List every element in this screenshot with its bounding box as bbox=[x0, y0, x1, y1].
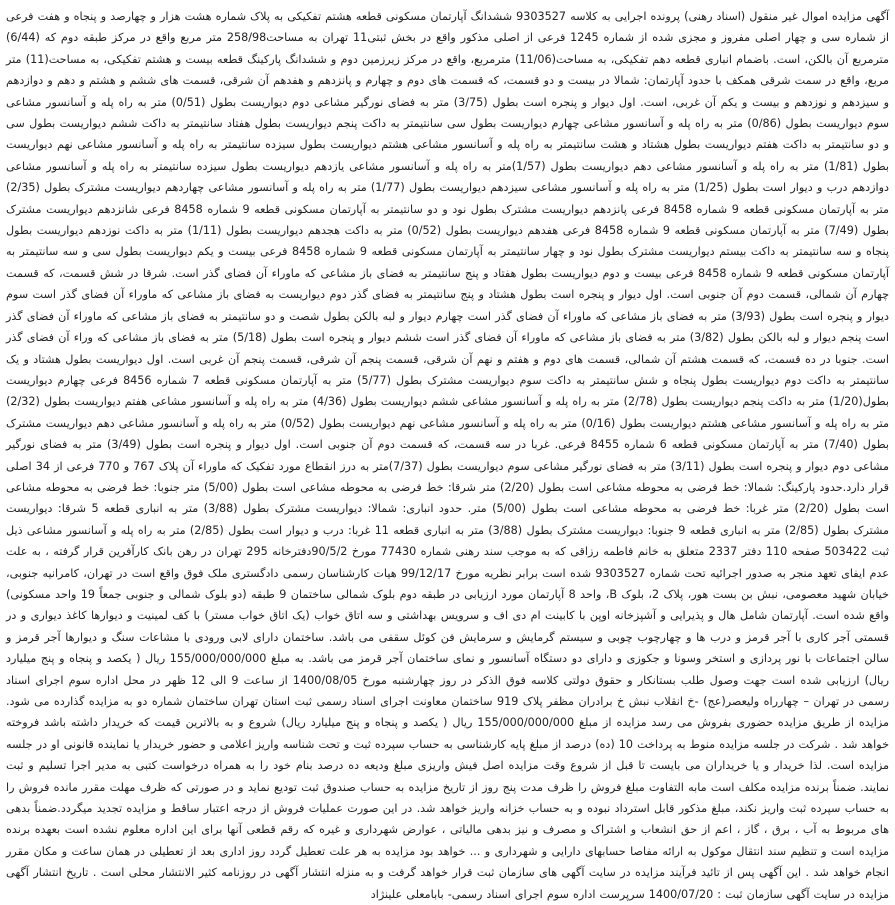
auction-notice-text: آگهی مزایده اموال غیر منقول (اسناد رهنی) پرونده اجرایی به کلاسه 9303527 ششدانگ آپارتمان مسکونی قطعه هشتم تفکیکی به پلاک شماره هشت هزار و چهارصد و پنجاه و هفت فرعی از شماره سی و چهار اصلی مفروز و مجزی شده از شماره 1245 فرعی از اصلی مذکور واقع در بخش ثبتی11 تهران به مساحت258/98 متر مربع واقع در مرکز طبقه دوم که (6/44) مترمربع آن بالکن، است. باضمام انباری قطعه دهم تفکیکی، به مساحت(11/06) مترمربع، واقع در مرکز زیرزمین دوم و ششدانگ پارکینگ قطعه بیست و هشتم تفکیکی، به مساحت(11) متر مربع، واقع در سمت شرقی همکف با حدود آپارتمان: شمالا در بیست و دو قسمت، که قسمت های دوم و چهارم و پانزدهم و هفدهم آن شرقی، قسمت های ششم و هشتم و دهم و دوازدهم و سیزدهم و نوزدهم و بیست و یکم آن غربی، است. اول دیوار و پنجره است بطول (3/75) متر به فضای نورگیر مشاعی دوم دیواریست بطول (0/51) متر به راه پله و آسانسور مشاعی سوم دیواریست بطول (0/86) متر به راه پله و آسانسور مشاعی چهارم دیواریست بطول سی سانتیمتر به داکت پنجم دیواریست بطول هفتاد سانتیمتر به داکت ششم دیواریست بطول سی و دو سانتیمتر به داکت هفتم دیواریست بطول هشتاد و هشت سانتیمتر به راه پله و آسانسور مشاعی هشتم دیواریست بطول سیزده سانتیمتر به راه پله و آسانسور مشاعی نهم دیواریست بطول (1/81) متر به راه پله و آسانسور مشاعی دهم دیواریست بطول (1/57)متر به راه پله و آسانسور مشاعی یازدهم دیواریست بطول سیزده سانتیمتر به راه پله و آسانسور مشاعی دوازدهم درب و دیوار است بطول (1/25) متر به راه پله و آسانسور مشاعی سیزدهم دیواریست بطول (1/77) متر به راه پله و آسانسور مشاعی چهاردهم دیواریست مشترک بطول (2/35) متر به آپارتمان مسکونی قطعه 9 شماره 8458 فرعی پانزدهم دیواریست مشترک بطول نود و دو سانتیمتر به آپارتمان مسکونی قطعه 9 شماره 8458 فرعی شانزدهم دیواریست مشترک بطول (7/49) متر به آپارتمان مسکونی قطعه 9 شماره 8458 فرعی هفدهم دیواریست بطول (0/52) متر به داکت هجدهم دیواریست بطول (1/11) متر به داکت نوزدهم دیواریست بطول پنجاه و سه سانتیمتر به داکت بیستم دیواریست مشترک بطول نود و چهار سانتیمتر به آپارتمان مسکونی قطعه 9 شماره 8458 فرعی بیست و یکم دیواریست بطول سی و سه سانتیمتر به آپارتمان مسکونی قطعه 9 شماره 8458 فرعی بیست و دوم دیواریست بطول هفتاد و پنج سانتیمتر به فضای باز مشاعی که ماوراء آن فضای گذر است. شرقا در شش قسمت، که قسمت چهارم آن شمالی، قسمت دوم آن جنوبی است. اول دیوار و پنجره است بطول هشتاد و پنج سانتیمتر به فضای گذر دوم دیواریست به فضای باز مشاعی که ماوراء آن فضای گذر است سوم دیوار و پنجره است بطول (3/93) متر به فضای باز مشاعی که ماوراء آن فضای گذر است چهارم دیوار و لبه بالکن بطول شصت و دو سانتیمتر به فضای باز مشاعی که ماوراء آن فضای گذر است پنجم دیوار و لبه بالکن بطول (3/82) متر به فضای باز مشاعی که ماوراء آن فضای گذر است ششم دیوار و پنجره است بطول (5/18) متر به فضای باز مشاعی که وراء آن فضای گذر است. جنوبا در ده قسمت، که قسمت هشتم آن شمالی، قسمت های دوم و هفتم و نهم آن شرقی، قسمت پنجم آن شرقی، قسمت پنجم آن غربی است. اول دیواریست بطول هشتاد و یک سانتیمتر به داکت دوم دیواریست بطول پنجاه و شش سانتیمتر به داکت سوم دیواریست مشترک بطول (5/77) متر به آپارتمان مسکونی قطعه 7 شماره 8456 فرعی چهارم دیواریست بطول(1/20) متر به داکت پنجم دیواریست بطول (2/78) متر به راه پله و آسانسور مشاعی ششم دیواریست بطول (4/36) متر به راه پله و آسانسور مشاعی هفتم دیواریست بطول (2/32) متر به راه پله و آسانسور مشاعی هشتم دیواریست بطول (0/16) متر به راه پله و آسانسور مشاعی نهم دیواریست بطول (0/52) متر به راه پله و آسانسور مشاعی دهم دیواریست مشترک بطول (7/40) متر به آپارتمان مسکونی قطعه 6 شماره 8455 فرعی. غربا در سه قسمت، که قسمت دوم آن جنوبی است. اول دیوار و پنجره است بطول (3/49) متر به فضای نورگیر مشاعی دوم دیوار و پنجره است بطول (3/11) متر به فضای نورگیر مشاعی سوم دیواریست بطول (7/37)متر به درز انقطاع مورد تفکیک که ماوراء آن پلاک 767 و 770 فرعی از 34 اصلی قرار دارد.حدود پارکینگ: شمالا: خط فرضی به محوطه مشاعی است بطول (2/20) متر شرقا: خط فرضی به محوطه مشاعی است بطول (5/00) متر جنوبا: خط فرضی به محوطه مشاعی است بطول (2/20) متر غربا: خط فرضی به محوطه مشاعی است بطول (5/00) متر. حدود انباری: شمالا: دیواریست مشترک بطول (3/88) متر به انباری قطعه 5 شرقا: دیواریست مشترک بطول (2/85) متر به انباری قطعه 9 جنوبا: دیواریست مشترک بطول (3/88) متر به انباری قطعه 11 غربا: درب و دیوار است بطول (2/85) متر به راه پله و آسانسور مشاعی ذیل ثبت 503422 صفحه 110 دفتر 2337 متعلق به خانم فاطمه رزاقی که به موجب سند رهنی شماره 77430 مورخ 90/5/2دفترخانه 295 تهران در رهن بانک کارآفرین قرار گرفته ، به علت عدم ایفای تعهد منجر به صدور اجرائیه تحت شماره 9303527 شده است برابر نظریه مورخ 99/12/17 هیات کارشناسان رسمی دادگستری ملک فوق واقع است در تهران، کامرانیه جنوبی، خیابان شهید معصومی، نبش بن بست هور، پلاک 2، بلوک B، واحد 8 آپارتمان مورد ارزیابی در طبقه دوم بلوک شمالی ساختمان 9 طبقه (دو بلوک شمالی و جنوبی جمعاً 19 واحد مسکونی) واقع شده است. آپارتمان شامل هال و پذیرایی و آشپزخانه اوپن با کابینت ام دی اف و سرویس بهداشتی و سه اتاق خواب (یک اتاق خواب مستر) با کف لمینیت و دیوارها کاغذ دیواری و در قسمتی آجر کاری با آجر قرمز و درب ها و چهارچوب چوبی و سیستم گرمایش و سرمایش فن کوئل سقفی می باشد. ساختمان دارای لابی ورودی با مشاعات سنگ و دیوارها آجر قرمز و سالن اجتماعات با نور پردازی و استخر وسونا و جکوزی و دارای دو دستگاه آسانسور و نمای ساختمان آجر قرمز می باشد. به مبلغ 155/000/000/000 ریال ( یکصد و پنجاه و پنج میلیارد ریال) ارزیابی شده است جهت وصول طلب بستانکار و حقوق دولتی کلاسه فوق الذکر در روز چهارشنبه مورخ 1400/08/05 از ساعت 9 الی 12 ظهر در محل اداره سوم اجرای اسناد رسمی در تهران – چهارراه ولیعصر(عج) -خ انقلاب نبش خ برادران مظفر پلاک 919 ساختمان معاونت اجرای اسناد رسمی ثبت استان تهران ساختمان شماره دو به مزایده گذارده می شود. مزایده از طریق مزایده حضوری بفروش می رسد مزایده از مبلغ 155/000/000/000 ریال ( یکصد و پنجاه و پنج میلیارد ریال) شروع و به بالاترین قیمت که خریدار داشته باشد فروخته خواهد شد . شرکت در جلسه مزایده منوط به پرداخت 10 (ده) درصد از مبلغ پایه کارشناسی به حساب سپرده ثبت و تحت شناسه واریز اعلامی و حضور خریدار یا نماینده قانونی او در جلسه مزایده است. لذا خریدار و یا خریداران می بایست تا قبل از شروع وقت مزایده اصل فیش واریزی مبلغ ودیعه ده درصد بنام خود را به همراه درخواست کتبی به مدیر اجرا تسلیم و ثبت نمایند. ضمناً برنده مزایده مکلف است مابه التفاوت مبلغ فروش را ظرف مدت پنج روز از تاریخ مزایده به حساب صندوق ثبت تودیع نماید و در صورتی که ظرف مهلت مقرر مانده فروش را به حساب سپرده ثبت واریز نکند، مبلغ مذکور قابل استرداد نبوده و به حساب خزانه واریز خواهد شد. در این صورت عملیات فروش از درجه اعتبار ساقط و مزایده تجدید میگردد.ضمناً بدهی های مربوط به آب ، برق ، گاز ، اعم از حق انشعاب و اشتراک و مصرف و نیز بدهی مالیاتی ، عوارض شهرداری و غیره که رقم قطعی آنها برای این اداره معلوم نشده است بعهده برنده مزایده است و تنظیم سند انتقال موکول به ارائه مفاصا حسابهای دارایی و شهرداری و ... خواهد بود مزایده به هر علت تعطیل گردد روز اداری بعد از تعطیلی در همان ساعت و مکان مقرر انجام خواهد شد . این آگهی پس از تائید فرآیند مزایده در سایت آگهی های سازمان ثبت قرار خواهد گرفت و به منزله انتشار آگهی در روزنامه کثیر الانتشار محلی است . تاریخ انتشار آگهی مزایده در سایت آگهی سازمان ثبت : 1400/07/20 سرپرست اداره سوم اجرای اسناد رسمی- بابامعلی علینژاد bbox=[6, 10, 890, 901]
